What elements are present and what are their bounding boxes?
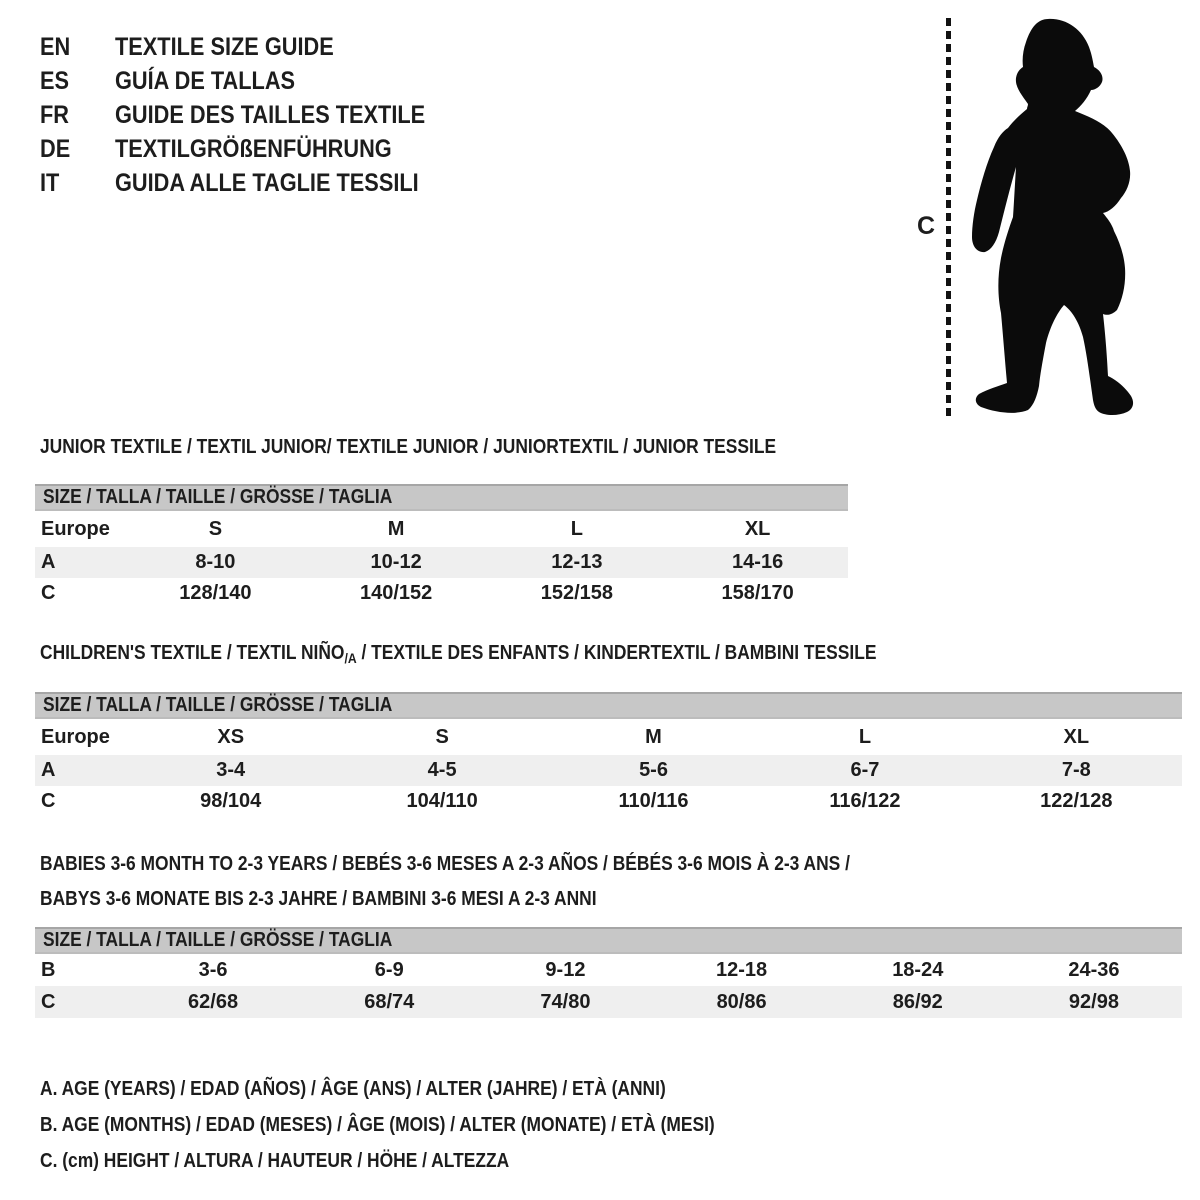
- lang-title: TEXTILE SIZE GUIDE: [115, 32, 334, 61]
- value-cell: 6-7: [850, 759, 880, 781]
- row-label: B: [41, 958, 56, 981]
- value-cell: 12-13: [551, 551, 603, 573]
- value-cell: 9-12: [545, 958, 586, 981]
- table-row-age: [35, 547, 848, 578]
- row-label: Europe: [41, 517, 110, 540]
- value-cell: 12-18: [716, 958, 768, 981]
- value-cell: 4-5: [427, 759, 457, 781]
- row-label: C: [41, 990, 56, 1013]
- value-cell: 98/104: [200, 790, 262, 812]
- table-row-height: [35, 986, 1182, 1018]
- size-header-band: SIZE / TALLA / TAILLE / GRÖSSE / TAGLIA: [35, 692, 1182, 719]
- measure-legend: [40, 1071, 816, 1179]
- lang-row-de: [40, 132, 472, 166]
- size-cell: S: [435, 725, 449, 748]
- table-row-europe: [35, 719, 1182, 755]
- legend-line-b: B. AGE (MONTHS) / EDAD (MESES) / ÂGE (MOIS) / ALTER (MONATE) / ETÀ (MESI): [40, 1113, 715, 1136]
- value-cell: 152/158: [540, 582, 614, 604]
- row-label: A: [41, 759, 56, 781]
- lang-code: ES: [40, 66, 70, 95]
- lang-code: DE: [40, 134, 71, 163]
- children-section-title: CHILDREN'S TEXTILE / TEXTIL $NIÑO_{/A}$ / TEXTILE DES ENFANTS / KINDERTEXTIL / BAMBINI TESSILE: [40, 642, 877, 666]
- row-label: C: [41, 582, 56, 604]
- value-cell: 24-36: [1068, 958, 1120, 981]
- height-figure: [915, 16, 1165, 428]
- row-label: A: [41, 551, 56, 573]
- size-header-band: SIZE / TALLA / TAILLE / GRÖSSE / TAGLIA: [35, 927, 1182, 954]
- lang-title: TEXTILGRÖßENFÜHRUNG: [115, 134, 392, 163]
- legend-line-a: A. AGE (YEARS) / EDAD (AÑOS) / ÂGE (ANS) / ALTER (JAHRE) / ETÀ (ANNI): [40, 1077, 666, 1100]
- value-cell: 5-6: [639, 759, 668, 781]
- lang-row-fr: [40, 98, 472, 132]
- value-cell: 80/86: [716, 990, 767, 1013]
- lang-row-es: [40, 64, 472, 98]
- value-cell: 3-4: [216, 759, 246, 781]
- table-row-age: [35, 755, 1182, 786]
- value-cell: 86/92: [892, 990, 943, 1013]
- value-cell: 116/122: [829, 790, 901, 812]
- junior-section-title: JUNIOR TEXTILE / TEXTIL JUNIOR/ TEXTILE JUNIOR / JUNIORTEXTIL / JUNIOR TESSILE: [40, 436, 777, 458]
- lang-row-en: [40, 30, 472, 64]
- value-cell: 92/98: [1068, 990, 1119, 1013]
- size-cell: M: [645, 725, 662, 748]
- size-cell: L: [570, 517, 583, 540]
- value-cell: 62/68: [188, 990, 239, 1013]
- toddler-silhouette-icon: [960, 16, 1150, 426]
- table-row-height: [35, 578, 848, 609]
- size-cell: XL: [744, 517, 771, 540]
- size-cell: XS: [217, 725, 245, 748]
- lang-code: EN: [40, 32, 71, 61]
- value-cell: 10-12: [370, 551, 422, 573]
- value-cell: 3-6: [198, 958, 228, 981]
- value-cell: 7-8: [1061, 759, 1091, 781]
- children-size-table: [35, 692, 1182, 817]
- lang-title: GUÍA DE TALLAS: [115, 66, 296, 95]
- nino-a-subscript: /A: [344, 650, 357, 666]
- row-label: C: [41, 790, 56, 812]
- value-cell: 158/170: [721, 582, 794, 604]
- row-label: Europe: [41, 725, 110, 748]
- value-cell: 140/152: [359, 582, 433, 604]
- size-cell: L: [858, 725, 872, 748]
- value-cell: 104/110: [406, 790, 478, 812]
- lang-title: GUIDA ALLE TAGLIE TESSILI: [115, 168, 419, 197]
- lang-title: GUIDE DES TAILLES TEXTILE: [115, 100, 426, 129]
- table-row-europe: [35, 511, 848, 547]
- size-cell: M: [387, 517, 405, 540]
- value-cell: 68/74: [364, 990, 415, 1013]
- height-dashed-line: [946, 18, 951, 416]
- value-cell: 110/116: [618, 790, 689, 812]
- babies-section-title: BABIES 3-6 MONTH TO 2-3 YEARS / BEBÉS 3-6 MESES A 2-3 AÑOS / BÉBÉS 3-6 MOIS À 2-3 ANS / BABYS 3-6 MONATE BIS 2-3 JAHRE / BAMBINI 3-6 MESI A 2-3 ANNI: [40, 853, 850, 910]
- value-cell: 18-24: [892, 958, 944, 981]
- size-header-band: SIZE / TALLA / TAILLE / GRÖSSE / TAGLIA: [35, 484, 848, 511]
- size-cell: XL: [1063, 725, 1090, 748]
- value-cell: 128/140: [179, 582, 252, 604]
- lang-code: FR: [40, 100, 69, 129]
- language-title-list: [40, 30, 472, 200]
- value-cell: 14-16: [732, 551, 784, 573]
- junior-size-table: [35, 484, 848, 609]
- lang-code: IT: [40, 168, 60, 197]
- lang-row-it: [40, 166, 472, 200]
- table-row-height: [35, 786, 1182, 817]
- value-cell: 8-10: [195, 551, 236, 573]
- value-cell: 6-9: [374, 958, 404, 981]
- value-cell: 74/80: [540, 990, 591, 1013]
- babies-size-table: [35, 927, 1182, 1018]
- table-row-months: [35, 954, 1182, 986]
- size-cell: S: [208, 517, 223, 540]
- legend-line-c: C. (cm) HEIGHT / ALTURA / HAUTEUR / HÖHE / ALTEZZA: [40, 1149, 510, 1172]
- height-c-label: C: [917, 212, 936, 240]
- value-cell: 122/128: [1040, 790, 1113, 812]
